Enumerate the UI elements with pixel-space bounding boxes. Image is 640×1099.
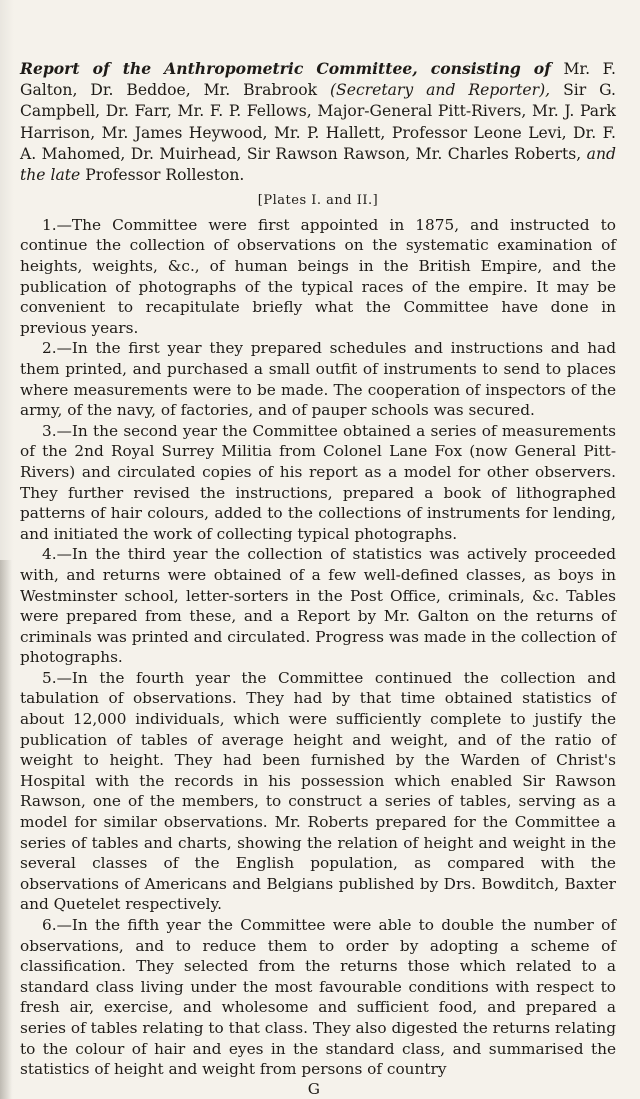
heading-secretary-note: (Secretary and Reporter), bbox=[329, 81, 551, 100]
paragraph-3: 3.—In the second year the Committee obtained a series of measurements of the 2nd Royal Surrey Militia from Colonel Lane Fox (now General Pitt-Rivers) and circulated copies of his report as a model for other observers. They further revised the instructions, prepared a book of lithographed patterns of hair colours, added to the collections of instruments for lending, and initiated the work of collecting typical photographs. bbox=[20, 421, 616, 543]
heading-lead: Report of the Anthropometric Committee, consisting of bbox=[20, 59, 551, 78]
binding-shadow bbox=[0, 560, 12, 1099]
paragraph-4: 4.—In the third year the collection of statistics was actively proceeded with, and returns were obtained of a few well-defined classes, as boys in Westminster school, letter-sorters in the Post Office, criminals, &c. Tables were prepared from these, and a Report by Mr. Galton on the returns of criminals was printed and circulated. Progress was made in the collection of photographs. bbox=[20, 545, 616, 667]
heading-members-3: Professor Rolleston. bbox=[85, 166, 245, 185]
heading-members-1: Mr. F. Galton, Dr. Beddoe, Mr. Brabrook bbox=[20, 60, 616, 100]
paragraph-1: 1.—The Committee were first appointed in 1875, and instructed to continue the collection of observations on the systematic examination of heights, weights, &c., of human beings in the British Empire, and the publication of photographs of the typical races of the empire. It may be convenient to recapitulate briefly what the Committee have done in previous years. bbox=[20, 215, 616, 337]
report-heading bbox=[20, 58, 616, 186]
plates-reference: [Plates I. and II.] bbox=[257, 193, 379, 209]
signature-mark: G bbox=[307, 1079, 320, 1098]
heading-members-2: Sir G. Campbell, Dr. Farr, Mr. F. P. Fellows, Major-General Pitt-Rivers, Mr. J. Park Harrison, Mr. James Heywood, Mr. P. Hallett, Professor Leone Levi, Dr. F. A. Mahomed, Dr. Muirhead, Sir Rawson Rawson, Mr. Charles Roberts, bbox=[20, 81, 616, 163]
heading-and-the-late: and the late bbox=[20, 144, 616, 185]
paragraph-5: 5.—In the fourth year the Committee continued the collection and tabulation of observations. They had by that time obtained statistics of about 12,000 individuals, which were sufficiently complete to justify the publication of tables of average height and weight, and of the ratio of weight to height. They had been furnished by the Warden of Christ's Hospital with the records in his possession which enabled Sir Rawson Rawson, one of the members, to construct a series of tables, serving as a model for similar observations. Mr. Roberts prepared for the Committee a series of tables and charts, showing the relation of height and weight in the several classes of the English population, as compared with the observations of Americans and Belgians published by Drs. Bowditch, Baxter and Quetelet respectively. bbox=[20, 668, 616, 914]
paragraph-6: 6.—In the fifth year the Committee were able to double the number of observations, and to reduce them to order by adopting a scheme of classification. They selected from the returns those which related to a standard class living under the most favourable conditions with respect to fresh air, exercise, and wholesome and sufficient food, and prepared a series of tables relating to that class. They also digested the returns relating to the colour of hair and eyes in the standard class, and summarised the statistics of height and weight from persons of country bbox=[20, 916, 616, 1079]
paragraph-2: 2.—In the first year they prepared schedules and instructions and had them printed, and purchased a small outfit of instruments to send to places where measurements were to be made. The cooperation of inspectors of the army, of the navy, of factories, and of pauper schools was secured. bbox=[20, 339, 616, 420]
page-body bbox=[20, 58, 616, 1098]
